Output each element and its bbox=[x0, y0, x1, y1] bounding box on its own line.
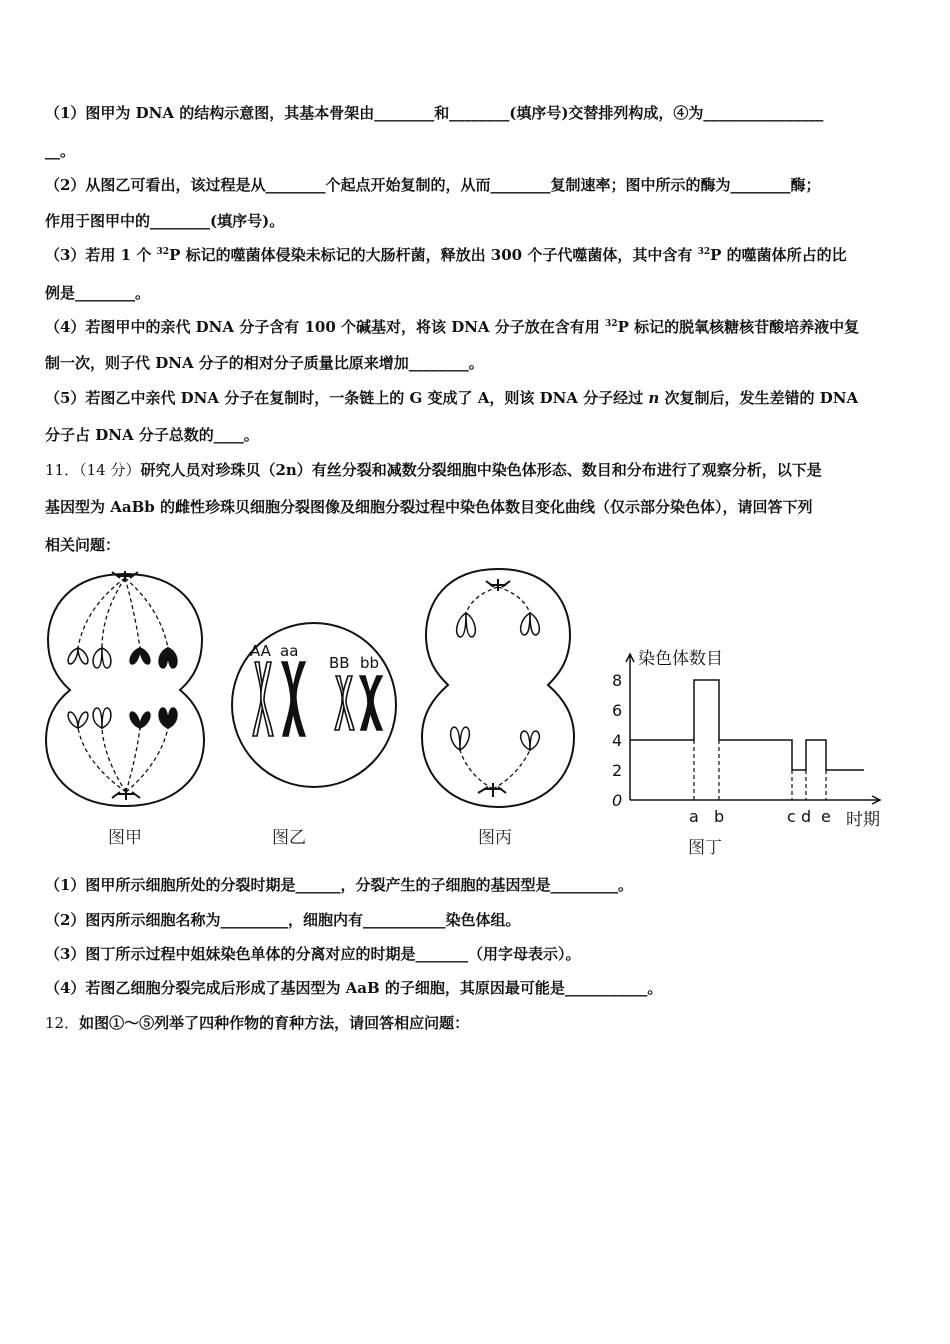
x-tick-label: b bbox=[714, 807, 725, 826]
text-seg: （5）若图乙中亲代 DNA 分子在复制时，一条链上的 G 变成了 A，则该 DNA 分子经过 bbox=[45, 389, 649, 407]
y-tick-label: 8 bbox=[612, 671, 623, 690]
text-seg: P 标记的噬菌体侵染未标记的大肠杆菌，释放出 300 个子代噬菌体，其中含有 bbox=[169, 246, 698, 264]
figure-jia bbox=[40, 568, 210, 813]
q10-part4-line2: 制一次，则子代 DNA 分子的相对分子质量比原来增加________。 bbox=[45, 354, 484, 372]
question-number: 11．（14 分） bbox=[45, 461, 141, 479]
x-tick-label: a bbox=[689, 807, 699, 826]
q10-part2-line2: 作用于图甲中的________(填序号)。 bbox=[45, 212, 285, 230]
q11-sub1: （1）图甲所示细胞所处的分裂时期是______，分裂产生的子细胞的基因型是_________。 bbox=[45, 876, 633, 894]
text-seg: 次复制后，发生差错的 DNA bbox=[659, 389, 859, 407]
q10-part3-line2: 例是________。 bbox=[45, 284, 151, 302]
q10-part5-line1 bbox=[45, 388, 907, 408]
text-seg: （4）若图甲中的亲代 DNA 分子含有 100 个碱基对，将该 DNA 分子放在含有用 bbox=[45, 318, 606, 336]
lower-chromosomes bbox=[451, 727, 540, 750]
question-number: 12． bbox=[45, 1014, 80, 1032]
spindle-fibers bbox=[78, 578, 168, 792]
q11-sub4: （4）若图乙细胞分裂完成后形成了基因型为 AaB 的子细胞，其原因最可能是___________。 bbox=[45, 979, 663, 997]
text-seg: P 的噬菌体所占的比 bbox=[710, 246, 847, 264]
label-bb: bb bbox=[360, 654, 380, 672]
figure-ding-chart bbox=[598, 640, 898, 830]
chart-ticks bbox=[612, 671, 831, 826]
q10-part1-line2: __。 bbox=[45, 142, 76, 160]
q11-intro-line3: 相关问题： bbox=[45, 536, 121, 554]
y-tick-label: 6 bbox=[612, 701, 623, 720]
y-tick-label: 2 bbox=[612, 761, 623, 780]
chart-axes bbox=[626, 654, 880, 804]
x-axis-label: 时期 bbox=[846, 810, 880, 830]
label-BB: BB bbox=[329, 654, 350, 672]
step-line bbox=[630, 680, 864, 770]
caption-jia: 图甲 bbox=[108, 828, 142, 848]
figure-yi bbox=[228, 620, 400, 790]
text-seg: 如图①～⑤列举了四种作物的育种方法，请回答相应问题： bbox=[79, 1014, 470, 1032]
superscript: 32 bbox=[605, 319, 618, 329]
x-tick-label: c bbox=[787, 807, 796, 826]
q10-part5-line2: 分子占 DNA 分子总数的____。 bbox=[45, 426, 259, 444]
q10-part3-line1 bbox=[45, 245, 907, 265]
italic-n: n bbox=[648, 389, 660, 407]
bottom-pole bbox=[478, 783, 506, 797]
label-AA: AA bbox=[250, 642, 271, 660]
chromosome-B bbox=[335, 676, 354, 730]
lower-chromosomes bbox=[68, 708, 177, 728]
q10-part4-line1 bbox=[45, 317, 907, 337]
upper-chromosomes bbox=[68, 648, 177, 668]
cell-outline bbox=[422, 569, 574, 807]
caption-ding: 图丁 bbox=[688, 838, 722, 858]
text-seg: （3）若用 1 个 bbox=[45, 246, 157, 264]
q10-part2-line1: （2）从图乙可看出，该过程是从________个起点开始复制的，从而________复制速率；图中所示的酶为________酶； bbox=[45, 176, 821, 194]
q10-part1-line1: （1）图甲为 DNA 的结构示意图，其基本骨架由________和________(填序号)交替排列构成，④为________________ bbox=[45, 104, 824, 122]
chromosome-A bbox=[253, 662, 273, 736]
chromosome-b bbox=[360, 676, 382, 730]
top-pole bbox=[486, 579, 510, 591]
label-aa: aa bbox=[280, 642, 299, 660]
caption-bing: 图丙 bbox=[478, 828, 512, 848]
y-tick-label: 0 bbox=[612, 791, 623, 810]
upper-chromosomes bbox=[457, 613, 540, 637]
text-seg: P 标记的脱氧核糖核苷酸培养液中复 bbox=[617, 318, 860, 336]
q11-sub2: （2）图丙所示细胞名称为_________，细胞内有___________染色体组。 bbox=[45, 911, 521, 929]
x-tick-label: d bbox=[801, 807, 812, 826]
q11-intro-line1 bbox=[45, 460, 907, 480]
q12-line bbox=[45, 1013, 907, 1033]
figure-bing bbox=[418, 565, 580, 811]
chart-series bbox=[630, 680, 864, 800]
caption-yi: 图乙 bbox=[272, 828, 306, 848]
superscript: 32 bbox=[156, 247, 170, 257]
q11-sub3: （3）图丁所示过程中姐妹染色单体的分离对应的时期是_______（用字母表示）。 bbox=[45, 945, 581, 963]
y-axis-label: 染色体数目 bbox=[638, 649, 723, 669]
cell-outline bbox=[46, 574, 204, 806]
text-seg: 研究人员对珍珠贝（2n）有丝分裂和减数分裂细胞中染色体形态、数目和分布进行了观察分析，以下是 bbox=[140, 461, 822, 479]
q11-intro-line2: 基因型为 AaBb 的雌性珍珠贝细胞分裂图像及细胞分裂过程中染色体数目变化曲线（仅示部分染色体），请回答下列 bbox=[45, 498, 813, 516]
x-tick-label: e bbox=[821, 807, 831, 826]
y-tick-label: 4 bbox=[612, 731, 623, 750]
superscript: 32 bbox=[697, 247, 711, 257]
chromosome-a bbox=[282, 662, 305, 736]
